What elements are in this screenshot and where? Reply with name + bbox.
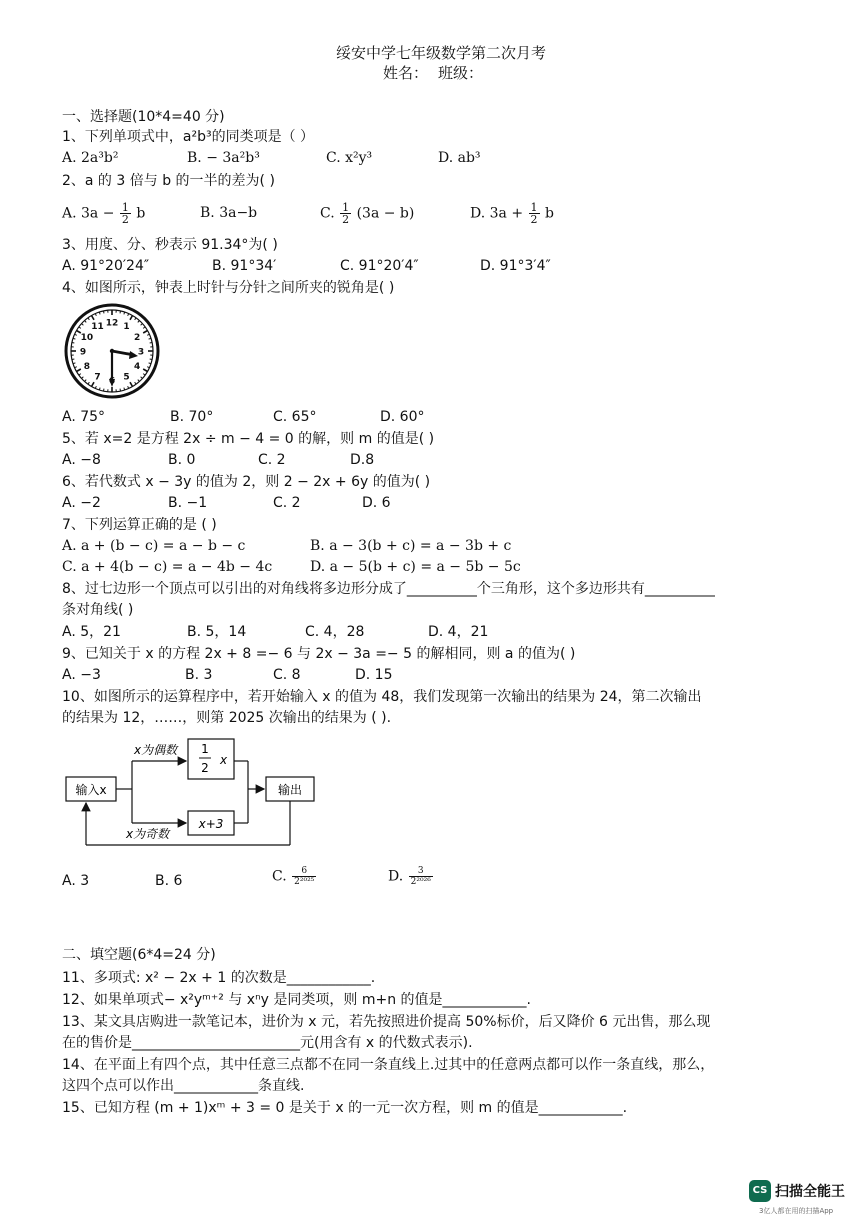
q8-stem-line1: 8、过七边形一个顶点可以引出的对角线将多边形分成了__________个三角形，这个多边形共有__________ xyxy=(62,581,715,597)
clock-number: 8 xyxy=(83,361,91,372)
q7-stem: 7、下列运算正确的是 ( ) xyxy=(62,517,217,533)
q9-option-d: D. 15 xyxy=(355,667,393,683)
q14-line2: 这四个点可以作出____________条直线. xyxy=(62,1078,305,1094)
q6-option-b: B. −1 xyxy=(168,495,208,511)
output-label: 输出 xyxy=(277,783,303,797)
q5-option-d: D.8 xyxy=(350,452,375,468)
clock-tick xyxy=(150,342,152,343)
clock-number: 11 xyxy=(91,322,104,333)
clock-number: 7 xyxy=(94,372,101,383)
q3-stem: 3、用度、分、秒表示 91.34°为( ) xyxy=(62,237,278,253)
q5-option-a: A. −8 xyxy=(62,452,101,468)
q7-option-a: A. a + (b − c) = a − b − c xyxy=(62,538,246,554)
clock-number: 10 xyxy=(80,332,94,343)
q10-option-b: B. 6 xyxy=(155,873,183,889)
clock-number: 1 xyxy=(123,322,130,333)
q1-option-b: B. − 3a²b³ xyxy=(187,150,260,166)
q13-line1: 13、某文具店购进一款笔记本，进价为 x 元，若先按照进价提高 50%标价，后又降价 6 元出售，那么现 xyxy=(62,1014,711,1030)
clock-number: 4 xyxy=(133,361,141,372)
fraction: $\frac{6}{\text{2²⁰²⁵}}$ xyxy=(294,866,315,887)
q9-option-c: C. 8 xyxy=(273,667,301,683)
clock-number: 3 xyxy=(137,347,145,358)
clock-tick xyxy=(120,311,121,313)
q2-option-a: A. 3a − $\frac{1}{2}$ b xyxy=(62,201,146,226)
q8-option-d: D. 4，21 xyxy=(428,624,489,640)
clock-number: 12 xyxy=(105,318,119,329)
name-label: 姓名： xyxy=(383,64,429,82)
exam-title: 绥安中学七年级数学第二次月考 xyxy=(336,44,547,62)
q2-stem: 2、a 的 3 倍与 b 的一半的差为( ) xyxy=(62,173,275,189)
q9-stem: 9、已知关于 x 的方程 2x + 8 =− 6 与 2x − 3a =− 5 的解相同，则 a 的值为( ) xyxy=(62,646,576,662)
q13-line2: 在的售价是________________________元(用含有 x 的代数式表示). xyxy=(62,1035,473,1051)
clock-tick xyxy=(72,342,74,343)
q2-option-c: C. $\frac{1}{2}$ (3a − b) xyxy=(320,201,415,226)
clock-figure xyxy=(62,303,162,399)
camscanner-logo-icon: CS xyxy=(749,1180,771,1202)
q3-option-d: D. 91°3′4″ xyxy=(480,258,551,274)
q4-stem: 4、如图所示，钟表上时针与分针之间所夹的锐角是( ) xyxy=(62,280,395,296)
q5-option-c: C. 2 xyxy=(258,452,286,468)
q1-option-c: C. x²y³ xyxy=(326,150,373,166)
q6-stem: 6、若代数式 x − 3y 的值为 2，则 2 − 2x + 6y 的值为( ) xyxy=(62,474,431,490)
clock-tick xyxy=(103,389,104,391)
even-label: x为偶数 xyxy=(134,743,178,757)
section2-title: 二、填空题(6*4=24 分) xyxy=(62,947,216,963)
half-numerator: 1 xyxy=(201,742,209,756)
scanner-watermark xyxy=(749,1180,859,1220)
q11: 11、多项式: x² − 2x + 1 的次数是____________. xyxy=(62,970,376,986)
q8-stem-line2: 条对角线( ) xyxy=(62,602,134,618)
q12: 12、如果单项式− x²yᵐ⁺² 与 xⁿy 是同类项，则 m+n 的值是____________. xyxy=(62,992,531,1008)
input-label: 输入x xyxy=(75,783,107,797)
q2-option-d: D. 3a + $\frac{1}{2}$ b xyxy=(470,201,554,226)
q7-option-b: B. a − 3(b + c) = a − 3b + c xyxy=(310,538,512,554)
q4-option-a: A. 75° xyxy=(62,409,106,425)
q3-option-a: A. 91°20′24″ xyxy=(62,258,150,274)
q9-option-a: A. −3 xyxy=(62,667,101,683)
q2-option-b: B. 3a−b xyxy=(200,205,258,221)
clock-number: 9 xyxy=(79,347,87,358)
q5-stem: 5、若 x=2 是方程 2x ÷ m − 4 = 0 的解，则 m 的值是( ) xyxy=(62,431,435,447)
q3-option-c: C. 91°20′4″ xyxy=(340,258,419,274)
fraction: $\frac{1}{2}$ xyxy=(121,201,129,226)
half-variable: x xyxy=(220,753,228,767)
q4-option-c: C. 65° xyxy=(273,409,317,425)
q4-option-b: B. 70° xyxy=(170,409,214,425)
clock-center xyxy=(110,349,114,353)
clock-number: 2 xyxy=(133,332,141,343)
flowchart-figure xyxy=(60,735,330,850)
fraction: $\frac{1}{2}$ xyxy=(530,201,538,226)
fraction: $\frac{3}{\text{2²⁰²⁶}}$ xyxy=(410,866,431,887)
q8-option-c: C. 4，28 xyxy=(305,624,365,640)
q1-option-d: D. ab³ xyxy=(438,150,481,166)
q10-stem-line1: 10、如图所示的运算程序中，若开始输入 x 的值为 48，我们发现第一次输出的结果为 24，第二次输出 xyxy=(62,689,702,705)
plus3-label: x+3 xyxy=(198,817,224,831)
q10-stem-line2: 的结果为 12，……，则第 2025 次输出的结果为 ( ). xyxy=(62,710,392,726)
odd-label: x为奇数 xyxy=(126,827,170,841)
half-denominator: 2 xyxy=(201,761,209,775)
q3-option-b: B. 91°34′ xyxy=(212,258,277,274)
q15: 15、已知方程 (m + 1)xᵐ + 3 = 0 是关于 x 的一元一次方程，则 m 的值是____________. xyxy=(62,1100,628,1116)
clock-tick xyxy=(103,311,104,313)
q10-option-a: A. 3 xyxy=(62,873,90,889)
q10-option-c: C. $\frac{6}{\text{2²⁰²⁵}}$ xyxy=(272,866,315,887)
q7-option-d: D. a − 5(b + c) = a − 5b − 5c xyxy=(310,559,521,575)
q6-option-c: C. 2 xyxy=(273,495,301,511)
q1-stem: 1、下列单项式中，a²b³的同类项是（ ） xyxy=(62,129,315,145)
q7-option-c: C. a + 4(b − c) = a − 4b − 4c xyxy=(62,559,273,575)
clock-tick xyxy=(72,359,74,360)
class-label: 班级： xyxy=(438,64,484,82)
q6-option-d: D. 6 xyxy=(362,495,391,511)
clock-tick xyxy=(120,389,121,391)
q4-option-d: D. 60° xyxy=(380,409,425,425)
clock-number: 5 xyxy=(123,372,130,383)
q14-line1: 14、在平面上有四个点，其中任意三点都不在同一条直线上.过其中的任意两点都可以作一条直线，那么， xyxy=(62,1057,715,1073)
q5-option-b: B. 0 xyxy=(168,452,196,468)
q1-option-a: A. 2a³b² xyxy=(62,150,119,166)
q8-option-a: A. 5，21 xyxy=(62,624,121,640)
watermark-name: 扫描全能王 xyxy=(775,1184,845,1200)
q6-option-a: A. −2 xyxy=(62,495,101,511)
q10-option-d: D. $\frac{3}{\text{2²⁰²⁶}}$ xyxy=(388,866,431,887)
clock-tick xyxy=(150,359,152,360)
q9-option-b: B. 3 xyxy=(185,667,213,683)
q8-option-b: B. 5，14 xyxy=(187,624,247,640)
fraction: $\frac{1}{2}$ xyxy=(342,201,350,226)
watermark-subtitle: 3亿人都在用的扫描App xyxy=(759,1207,834,1215)
section1-title: 一、选择题(10*4=40 分) xyxy=(62,109,225,125)
